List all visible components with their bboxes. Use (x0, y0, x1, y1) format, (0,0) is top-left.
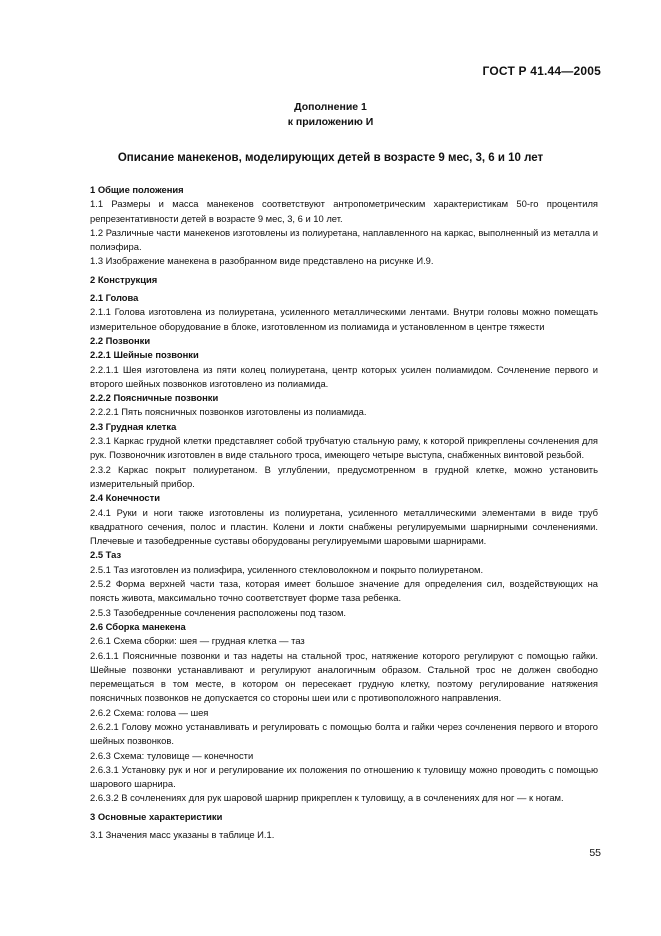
paragraph: 2.1.1 Голова изготовлена из полиуретана, усиленного металлическими лентами. Внутри головы можно помещать измерительное оборудование в блоке, изготовленном из полиамида и установленном в центре тяжести (90, 306, 598, 332)
paragraph: 2.6.1 Схема сборки: шея — грудная клетка — таз (90, 635, 305, 647)
addendum-subtitle: к приложению И (287, 116, 374, 128)
paragraph: 2.6.2.1 Голову можно устанавливать и регулировать с помощью болта и гайки через сочленения первого и второго шейных позвонков. (90, 720, 598, 747)
document-title: Описание манекенов, моделирующих детей в возрасте 9 мес, 3, 6 и 10 лет (117, 152, 544, 164)
section-heading: 2 Конструкция (90, 273, 158, 285)
paragraph: 3.1 Значения масс указаны в таблице И.1. (90, 829, 275, 841)
subsection-heading: 2.2 Позвонки (90, 334, 151, 346)
paragraph: 2.6.3.2 В сочленениях для рук шаровой шарнир прикреплен к туловищу, а в сочленениях для ног — к ногам. (90, 792, 564, 804)
paragraph: 2.5.2 Форма верхней части таза, которая имеет большое значение для определения сил, воздействующих на поясть живота, максимально точно соответствует форме таза ребенка. (90, 578, 598, 604)
subsection-heading: 2.2.2 Поясничные позвонки (90, 392, 219, 404)
document-code: ГОСТ Р 41.44—2005 (482, 64, 601, 78)
paragraph: 1.2 Различные части манекенов изготовлены из полиуретана, наплавленного на каркас, выполненный из металла и полиэфира. (90, 226, 598, 253)
page-number: 55 (589, 847, 601, 859)
subsection-heading: 2.4 Конечности (90, 492, 161, 504)
paragraph: 1.3 Изображение манекена в разобранном виде представлено на рисунке И.9. (90, 255, 434, 267)
subsection-heading: 2.2.1 Шейные позвонки (90, 349, 199, 361)
paragraph: 2.3.2 Каркас покрыт полиуретаном. В углублении, предусмотренном в грудной клетке, можно установить измерительный прибор. (90, 463, 598, 489)
subsection-heading: 2.6 Сборка манекена (90, 620, 186, 632)
paragraph: 2.6.1.1 Поясничные позвонки и таз надеты на стальной трос, натяжение которого регулируют с помощью гайки. Шейные позвонки устанавливают и регулируют аналогичным образом. Стальной трос не должен свободно перемещаться в том месте, в котором он пересекает грудную клетку, поэтому регулирование натяжения поясничных позвонков не допускается со стороны шеи или с противоположного направления. (90, 649, 598, 704)
paragraph: 1.1 Размеры и масса манекенов соответствуют антропометрическим характеристикам 50-го процентиля репрезентативности детей в возрасте 9 мес, 3, 6 и 10 лет. (90, 198, 598, 224)
document-body (90, 183, 598, 842)
paragraph: 2.6.2 Схема: голова — шея (90, 706, 209, 718)
paragraph: 2.2.2.1 Пять поясничных позвонков изготовлены из полиамида. (90, 406, 367, 418)
paragraph: 2.5.1 Таз изготовлен из полиэфира, усиленного стекловолокном и покрыто полиуретаном. (90, 563, 484, 575)
paragraph: 2.5.3 Тазобедренные сочленения расположены под тазом. (90, 606, 347, 618)
subsection-heading: 2.5 Таз (90, 549, 122, 561)
subsection-heading: 2.1 Голова (90, 292, 139, 304)
subsection-heading: 2.3 Грудная клетка (90, 420, 177, 432)
paragraph: 2.6.3.1 Установку рук и ног и регулирование их положения по отношению к туловищу можно проводить с помощью шарового шарнира. (90, 763, 598, 790)
addendum-title: Дополнение 1 (294, 101, 367, 113)
paragraph: 2.3.1 Каркас грудной клетки представляет собой трубчатую стальную раму, к которой прикреплены сочленения для рук. Позвоночник изготовлен в виде стального троса, имеющего четыре выступа, снабженных винтовой резьбой. (90, 435, 598, 461)
section-heading: 3 Основные характеристики (90, 810, 223, 822)
paragraph: 2.2.1.1 Шея изготовлена из пяти колец полиуретана, центр которых усилен полиамидом. Сочленение первого и второго шейных позвонков изготовлено из полиамида. (90, 363, 598, 389)
paragraph: 2.4.1 Руки и ноги также изготовлены из полиуретана, усиленного металлическими элементами в виде труб квадратного сечения, полос и пластин. Колени и локти снабжены регулируемыми шарнирными сочленениями. Плечевые и тазобедренные суставы оборудованы регулируемыми шаровыми шарнирами. (90, 506, 598, 547)
paragraph: 2.6.3 Схема: туловище — конечности (90, 749, 254, 761)
section-heading: 1 Общие положения (90, 184, 184, 195)
